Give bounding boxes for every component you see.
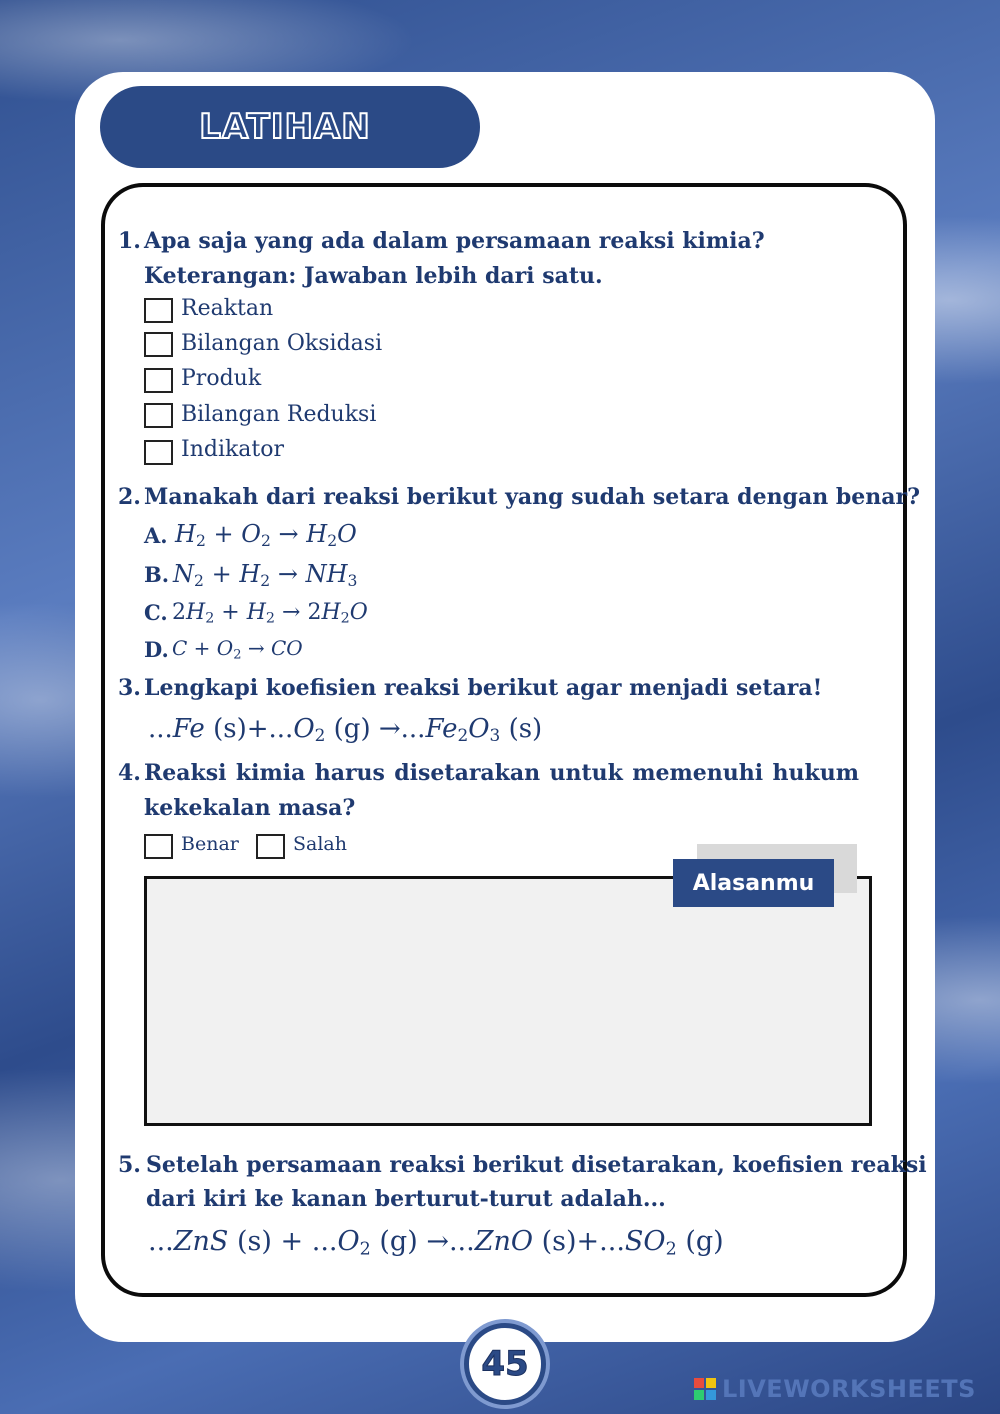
- q5-number: 5.: [118, 1152, 141, 1178]
- q3-question: Lengkapi koefisien reaksi berikut agar menjadi setara!: [144, 675, 823, 701]
- page-number-badge: [464, 1323, 546, 1405]
- page-title: LATIHAN: [199, 107, 371, 147]
- q2-question: Manakah dari reaksi berikut yang sudah setara dengan benar?: [144, 484, 920, 510]
- q1-option-label: Bilangan Oksidasi: [181, 331, 383, 356]
- q4-question-line2: kekekalan masa?: [144, 795, 356, 821]
- q1-checkbox-reaktan[interactable]: [144, 298, 173, 323]
- q2-option-a-equation[interactable]: $H_2 + O_2 \to H_2O$: [175, 520, 357, 550]
- q2-option-b-equation[interactable]: $N_2 + H_2 \to NH_3$: [173, 560, 358, 590]
- q2-number: 2.: [118, 484, 141, 510]
- q1-checkbox-produk[interactable]: [144, 368, 173, 393]
- q4-option-salah: Salah: [293, 833, 347, 855]
- watermark-text: LIVEWORKSHEETS: [722, 1375, 976, 1403]
- q1-checkbox-indikator[interactable]: [144, 440, 173, 465]
- q4-question-line1: Reaksi kimia harus disetarakan untuk memenuhi hukum: [144, 760, 859, 786]
- liveworksheets-logo-icon: [694, 1378, 716, 1400]
- q5-equation: ...ZnS $(s) + ...O_2$ (g) →...ZnO $(s)+...SO_2$ (g): [148, 1226, 724, 1260]
- reason-label: Alasanmu: [673, 859, 834, 907]
- q1-checkbox-bilangan-oksidasi[interactable]: [144, 332, 173, 357]
- q4-option-benar: Benar: [181, 833, 239, 855]
- q2-option-d-equation[interactable]: $C + O_2$ → CO: [172, 636, 303, 663]
- q2-option-letter[interactable]: C.: [144, 600, 168, 625]
- q3-number: 3.: [118, 675, 141, 701]
- q2-option-letter[interactable]: D.: [144, 637, 169, 662]
- q1-question: Apa saja yang ada dalam persamaan reaksi kimia?: [144, 228, 765, 254]
- title-banner: [100, 86, 480, 168]
- q2-option-c-equation[interactable]: $2H_2 + H_2 \to 2H_2O$: [172, 600, 368, 627]
- q1-option-label: Indikator: [181, 437, 285, 462]
- q5-question-line1: Setelah persamaan reaksi berikut disetarakan, koefisien reaksi: [146, 1152, 927, 1178]
- q1-checkbox-bilangan-reduksi[interactable]: [144, 403, 173, 428]
- q4-checkbox-salah[interactable]: [256, 834, 285, 859]
- page-number: 45: [481, 1344, 529, 1384]
- reason-textarea[interactable]: [144, 876, 872, 1126]
- q4-checkbox-benar[interactable]: [144, 834, 173, 859]
- liveworksheets-watermark: [694, 1377, 976, 1401]
- q5-question-line2: dari kiri ke kanan berturut-turut adalah...: [146, 1186, 666, 1212]
- q2-option-letter[interactable]: B.: [144, 562, 170, 587]
- q4-number: 4.: [118, 760, 141, 786]
- q1-option-label: Produk: [181, 366, 262, 391]
- q1-option-label: Bilangan Reduksi: [181, 402, 377, 427]
- q2-option-letter[interactable]: A.: [144, 523, 168, 548]
- q1-note: Keterangan: Jawaban lebih dari satu.: [144, 263, 603, 289]
- q1-option-label: Reaktan: [181, 296, 274, 321]
- q1-number: 1.: [118, 228, 141, 254]
- q3-equation: ...Fe $(s)+...O_2$ $(g) \to...Fe_2O_3$ (s): [148, 714, 543, 746]
